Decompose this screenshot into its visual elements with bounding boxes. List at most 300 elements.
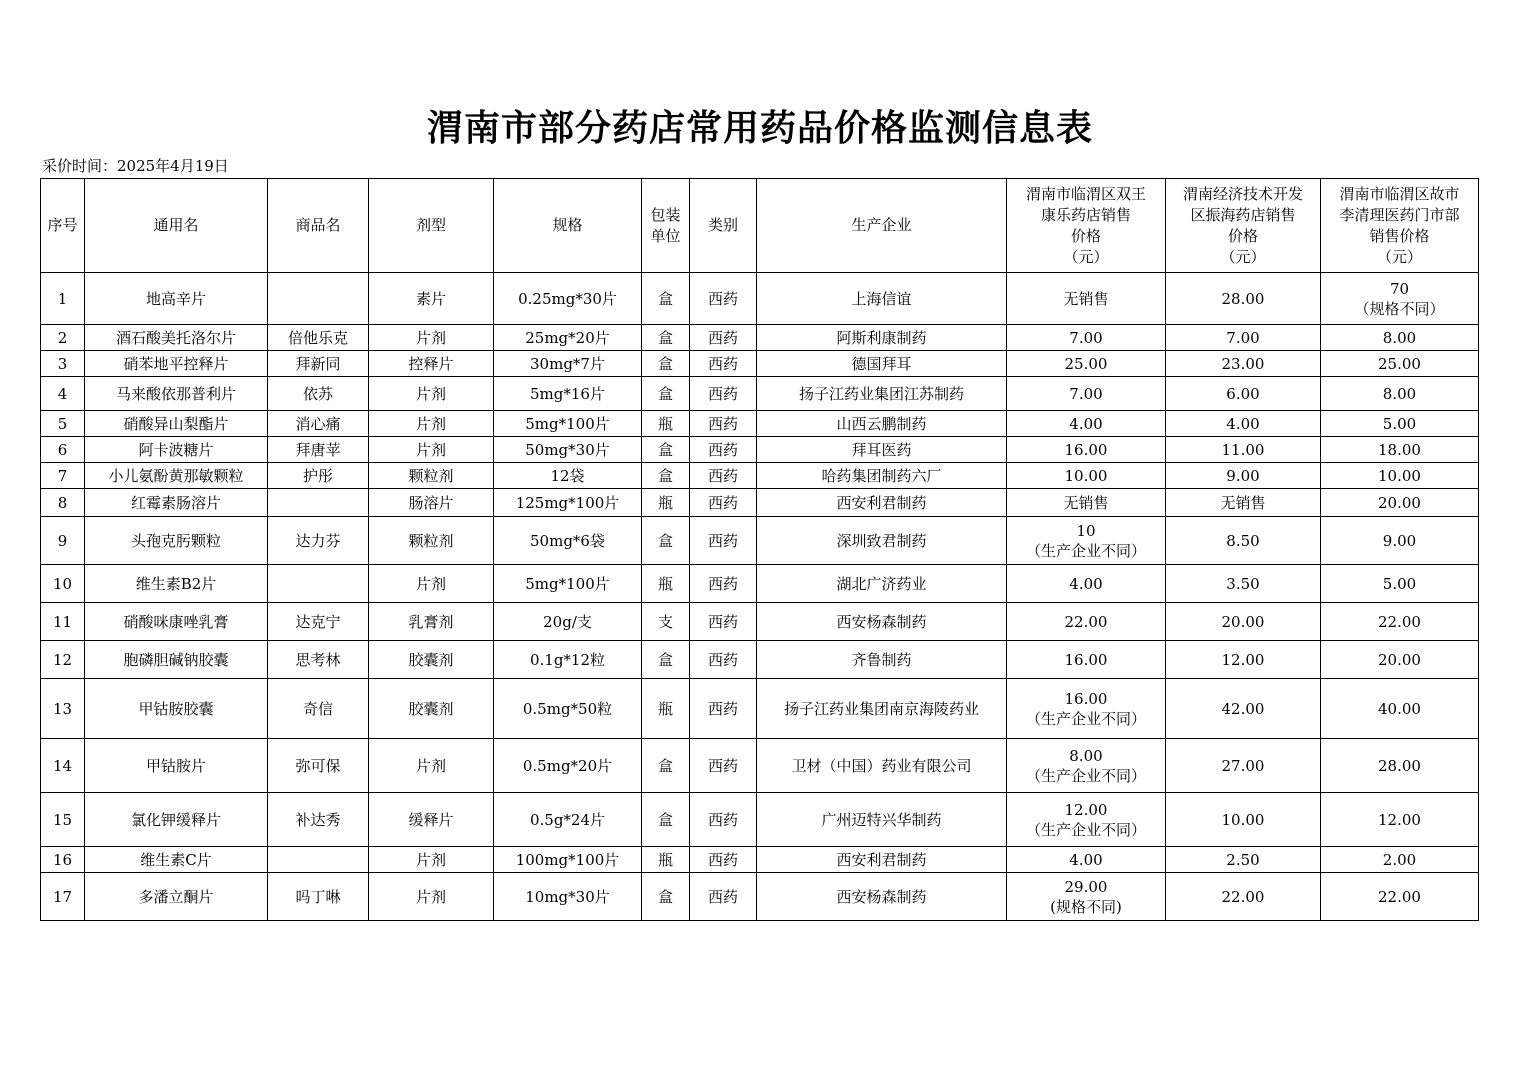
cell-seq	[41, 437, 85, 463]
cell-pack-unit-value: 盒	[657, 466, 673, 485]
cell-store3-price-value: 9.00	[1382, 531, 1417, 550]
cell-generic-name	[85, 679, 268, 739]
cell-dosage-form-value: 控释片	[408, 354, 454, 373]
cell-pack-unit-value: 盒	[657, 328, 673, 347]
cell-seq	[41, 873, 85, 921]
cell-brand-name	[268, 437, 369, 463]
header-row	[41, 179, 1479, 273]
cell-store2-price-value: 12.00	[1221, 650, 1265, 669]
cell-pack-unit	[642, 351, 690, 377]
table-row	[41, 793, 1479, 847]
cell-pack-unit-value: 支	[657, 612, 673, 631]
cell-store3-price	[1321, 873, 1479, 921]
header-store3-line4: （元）	[1376, 247, 1422, 266]
cell-dosage-form	[369, 793, 494, 847]
cell-spec-value: 125mg*100片	[515, 493, 620, 512]
cell-category-value: 西药	[707, 650, 738, 669]
cell-pack-unit	[642, 847, 690, 873]
header-generic-name: 通用名	[85, 179, 268, 273]
cell-generic-name-value: 阿卡波糖片	[138, 440, 214, 459]
cell-spec	[494, 273, 642, 325]
cell-manufacturer-value: 哈药集团制药六厂	[821, 466, 942, 485]
cell-store3-price	[1321, 641, 1479, 679]
header-brand-name: 商品名	[268, 179, 369, 273]
cell-store3-price-value: 28.00	[1378, 756, 1421, 775]
cell-store2-price-value: 3.50	[1226, 574, 1260, 593]
price-table	[40, 178, 1479, 921]
cell-generic-name-value: 硝酸咪康唑乳膏	[123, 612, 229, 631]
cell-pack-unit-value: 盒	[657, 440, 673, 459]
cell-brand-name-value: 吗丁啉	[295, 887, 341, 906]
cell-store3-price	[1321, 793, 1479, 847]
cell-spec	[494, 377, 642, 411]
header-store1-line3: 价格	[1070, 226, 1101, 245]
cell-spec	[494, 641, 642, 679]
cell-brand-name-value: 补达秀	[295, 810, 341, 829]
cell-store2-price-value: 11.00	[1221, 440, 1265, 459]
cell-pack-unit-value: 瓶	[657, 414, 673, 433]
cell-store2-price-value: 8.50	[1226, 531, 1260, 550]
header-store1-line2: 康乐药店销售	[1040, 205, 1131, 224]
cell-generic-name	[85, 873, 268, 921]
cell-brand-name	[268, 603, 369, 641]
header-store2-price	[1166, 179, 1321, 273]
cell-brand-name-value: 依苏	[302, 384, 333, 403]
cell-store3-price	[1321, 411, 1479, 437]
header-manufacturer: 生产企业	[757, 179, 1007, 273]
cell-spec	[494, 325, 642, 351]
cell-manufacturer	[757, 463, 1007, 489]
cell-generic-name	[85, 377, 268, 411]
cell-dosage-form-value: 片剂	[415, 440, 446, 459]
cell-seq-value: 9	[57, 531, 68, 550]
cell-spec-value: 20g/支	[543, 612, 592, 631]
cell-pack-unit	[642, 603, 690, 641]
cell-spec-value: 0.5mg*50粒	[522, 699, 613, 718]
header-store1-line4: （元）	[1063, 247, 1109, 266]
cell-pack-unit-value: 盒	[657, 650, 673, 669]
cell-generic-name-value: 胞磷胆碱钠胶囊	[123, 650, 229, 669]
cell-store3-price	[1321, 489, 1479, 517]
cell-category-value: 西药	[707, 756, 738, 775]
cell-category-value: 西药	[707, 414, 738, 433]
table-row	[41, 679, 1479, 739]
cell-dosage-form-value: 片剂	[415, 574, 446, 593]
cell-brand-name-value: 达克宁	[295, 612, 341, 631]
header-store1-line1: 渭南市临渭区双王	[1025, 184, 1146, 203]
cell-category-value: 西药	[707, 887, 738, 906]
cell-seq	[41, 603, 85, 641]
cell-category-value: 西药	[707, 810, 738, 829]
cell-seq	[41, 463, 85, 489]
cell-seq-value: 12	[52, 650, 73, 669]
cell-store3-price-value: 2.00	[1382, 850, 1417, 869]
cell-seq-value: 10	[52, 574, 73, 593]
cell-store1-price-value: 10	[1076, 521, 1096, 540]
cell-store2-price-value: 2.50	[1226, 850, 1260, 869]
cell-seq	[41, 793, 85, 847]
cell-seq-value: 15	[52, 810, 73, 829]
cell-manufacturer	[757, 793, 1007, 847]
cell-seq	[41, 325, 85, 351]
cell-dosage-form	[369, 679, 494, 739]
cell-store2-price-value: 23.00	[1221, 354, 1265, 373]
cell-seq-value: 4	[57, 384, 68, 403]
cell-dosage-form	[369, 377, 494, 411]
page-title: 渭南市部分药店常用药品价格监测信息表	[426, 107, 1093, 149]
cell-category-value: 西药	[707, 493, 738, 512]
cell-store1-price	[1007, 603, 1166, 641]
cell-category-value: 西药	[707, 384, 738, 403]
cell-store3-price	[1321, 377, 1479, 411]
cell-category	[690, 351, 757, 377]
cell-manufacturer-value: 西安杨森制药	[836, 887, 927, 906]
cell-brand-name	[268, 847, 369, 873]
cell-category	[690, 641, 757, 679]
cell-store1-price-note: （生产企业不同）	[1025, 709, 1146, 728]
cell-dosage-form-value: 胶囊剂	[408, 699, 454, 718]
cell-brand-name-value: 思考林	[295, 650, 341, 669]
cell-pack-unit-value: 瓶	[657, 699, 673, 718]
cell-category-value: 西药	[707, 574, 738, 593]
cell-generic-name-value: 硝苯地平控释片	[123, 354, 229, 373]
cell-store1-price-value: 4.00	[1069, 414, 1103, 433]
cell-store1-price-value: 22.00	[1064, 612, 1108, 631]
cell-manufacturer	[757, 603, 1007, 641]
cell-seq	[41, 351, 85, 377]
header-store3-price	[1321, 179, 1479, 273]
cell-category-value: 西药	[707, 850, 738, 869]
cell-store1-price	[1007, 679, 1166, 739]
cell-spec	[494, 463, 642, 489]
cell-category-value: 西药	[707, 612, 738, 631]
cell-store3-price-value: 5.00	[1382, 574, 1417, 593]
cell-pack-unit	[642, 273, 690, 325]
cell-seq-value: 14	[52, 756, 73, 775]
table-row	[41, 847, 1479, 873]
cell-store1-price	[1007, 325, 1166, 351]
cell-seq-value: 8	[57, 493, 68, 512]
cell-spec-value: 12袋	[550, 466, 585, 485]
cell-store3-price	[1321, 437, 1479, 463]
cell-store1-price	[1007, 847, 1166, 873]
cell-pack-unit-value: 盒	[657, 810, 673, 829]
cell-manufacturer-value: 深圳致君制药	[836, 531, 927, 550]
cell-category	[690, 679, 757, 739]
cell-dosage-form-value: 颗粒剂	[408, 531, 454, 550]
cell-dosage-form	[369, 437, 494, 463]
cell-category	[690, 489, 757, 517]
cell-seq	[41, 739, 85, 793]
cell-brand-name-value: 拜新同	[295, 354, 341, 373]
cell-spec-value: 10mg*30片	[525, 887, 610, 906]
cell-pack-unit-value: 瓶	[657, 850, 673, 869]
cell-manufacturer-value: 扬子江药业集团江苏制药	[798, 384, 964, 403]
cell-store2-price-value: 20.00	[1221, 612, 1265, 631]
cell-pack-unit-value: 盒	[657, 756, 673, 775]
cell-seq	[41, 489, 85, 517]
cell-category	[690, 873, 757, 921]
cell-brand-name-value: 达力芬	[295, 531, 341, 550]
cell-seq	[41, 273, 85, 325]
cell-manufacturer-value: 扬子江药业集团南京海陵药业	[783, 699, 979, 718]
cell-generic-name	[85, 463, 268, 489]
cell-generic-name	[85, 351, 268, 377]
cell-brand-name-value: 弥可保	[295, 756, 341, 775]
cell-dosage-form	[369, 739, 494, 793]
cell-category-value: 西药	[707, 354, 738, 373]
cell-pack-unit	[642, 411, 690, 437]
cell-store3-price	[1321, 463, 1479, 489]
cell-seq	[41, 679, 85, 739]
cell-dosage-form-value: 片剂	[415, 887, 446, 906]
cell-store3-price	[1321, 847, 1479, 873]
header-category: 类别	[690, 179, 757, 273]
cell-generic-name	[85, 273, 268, 325]
cell-category-value: 西药	[707, 289, 738, 308]
cell-seq-value: 16	[52, 850, 73, 869]
cell-spec	[494, 739, 642, 793]
cell-store1-price	[1007, 437, 1166, 463]
cell-dosage-form-value: 肠溶片	[408, 493, 454, 512]
cell-dosage-form	[369, 517, 494, 565]
cell-store1-price-value: 29.00	[1064, 877, 1108, 896]
cell-generic-name-value: 硝酸异山梨酯片	[123, 414, 229, 433]
cell-spec	[494, 411, 642, 437]
cell-spec	[494, 873, 642, 921]
cell-store2-price	[1166, 377, 1321, 411]
cell-dosage-form	[369, 873, 494, 921]
header-store2-line2: 区振海药店销售	[1190, 205, 1296, 224]
cell-seq-value: 6	[57, 440, 68, 459]
cell-pack-unit	[642, 325, 690, 351]
cell-spec	[494, 847, 642, 873]
cell-category	[690, 793, 757, 847]
cell-brand-name	[268, 351, 369, 377]
header-pack-unit: 包装单位	[642, 179, 690, 273]
table-row	[41, 873, 1479, 921]
cell-pack-unit	[642, 679, 690, 739]
cell-pack-unit	[642, 565, 690, 603]
cell-manufacturer-value: 西安利君制药	[836, 493, 927, 512]
cell-category-value: 西药	[707, 531, 738, 550]
cell-store2-price-value: 22.00	[1221, 887, 1265, 906]
table-row	[41, 325, 1479, 351]
cell-dosage-form-value: 胶囊剂	[408, 650, 454, 669]
cell-spec-value: 5mg*100片	[525, 574, 610, 593]
cell-generic-name-value: 维生素B2片	[135, 574, 217, 593]
cell-manufacturer-value: 广州迈特兴华制药	[821, 810, 942, 829]
cell-seq-value: 5	[57, 414, 68, 433]
cell-store1-price-value: 12.00	[1064, 800, 1108, 819]
cell-generic-name	[85, 793, 268, 847]
cell-spec	[494, 679, 642, 739]
cell-store1-price-note: （生产企业不同）	[1025, 766, 1146, 785]
cell-generic-name-value: 多潘立酮片	[138, 887, 214, 906]
cell-store1-price	[1007, 517, 1166, 565]
cell-generic-name	[85, 411, 268, 437]
cell-store2-price-value: 无销售	[1220, 493, 1266, 512]
cell-generic-name	[85, 847, 268, 873]
cell-pack-unit	[642, 437, 690, 463]
cell-brand-name-value: 奇信	[302, 699, 333, 718]
cell-brand-name	[268, 411, 369, 437]
table-row	[41, 411, 1479, 437]
cell-store1-price-value: 7.00	[1069, 384, 1103, 403]
cell-pack-unit	[642, 377, 690, 411]
cell-store2-price	[1166, 739, 1321, 793]
table-row	[41, 565, 1479, 603]
cell-store2-price	[1166, 273, 1321, 325]
cell-manufacturer	[757, 847, 1007, 873]
cell-category	[690, 739, 757, 793]
cell-store2-price	[1166, 565, 1321, 603]
cell-pack-unit	[642, 489, 690, 517]
cell-seq	[41, 411, 85, 437]
cell-manufacturer-value: 山西云鹏制药	[836, 414, 927, 433]
cell-pack-unit	[642, 463, 690, 489]
cell-generic-name	[85, 437, 268, 463]
cell-store2-price	[1166, 411, 1321, 437]
cell-pack-unit	[642, 517, 690, 565]
cell-manufacturer	[757, 377, 1007, 411]
cell-brand-name	[268, 489, 369, 517]
cell-manufacturer	[757, 325, 1007, 351]
cell-manufacturer	[757, 565, 1007, 603]
cell-dosage-form-value: 片剂	[415, 850, 446, 869]
cell-brand-name	[268, 739, 369, 793]
cell-category	[690, 565, 757, 603]
table-row	[41, 273, 1479, 325]
cell-store3-price-value: 20.00	[1378, 493, 1421, 512]
cell-generic-name	[85, 565, 268, 603]
cell-store2-price-value: 42.00	[1221, 699, 1265, 718]
cell-brand-name-value: 消心痛	[295, 414, 341, 433]
cell-store3-price-value: 20.00	[1378, 650, 1421, 669]
cell-generic-name-value: 小儿氨酚黄那敏颗粒	[108, 466, 244, 485]
header-store2-line1: 渭南经济技术开发	[1182, 184, 1303, 203]
cell-store1-price-value: 10.00	[1064, 466, 1108, 485]
cell-manufacturer-value: 西安利君制药	[836, 850, 927, 869]
cell-store1-price-note: （生产企业不同）	[1025, 820, 1146, 839]
cell-pack-unit	[642, 793, 690, 847]
cell-store3-price-value: 8.00	[1382, 384, 1417, 403]
cell-store3-price-value: 22.00	[1378, 887, 1421, 906]
cell-brand-name	[268, 517, 369, 565]
cell-seq-value: 11	[52, 612, 73, 631]
cell-store3-price-value: 25.00	[1378, 354, 1421, 373]
cell-store2-price	[1166, 873, 1321, 921]
cell-store3-price-value: 5.00	[1382, 414, 1417, 433]
cell-spec-value: 50mg*6袋	[530, 531, 605, 550]
cell-category	[690, 463, 757, 489]
cell-manufacturer-value: 湖北广济药业	[836, 574, 927, 593]
cell-dosage-form-value: 片剂	[415, 756, 446, 775]
cell-store2-price-value: 28.00	[1221, 289, 1265, 308]
cell-store1-price	[1007, 489, 1166, 517]
cell-brand-name	[268, 377, 369, 411]
cell-brand-name	[268, 273, 369, 325]
cell-store1-price-value: 8.00	[1069, 746, 1103, 765]
cell-store1-price-value: 7.00	[1069, 328, 1103, 347]
header-store2-line3: 价格	[1227, 226, 1258, 245]
cell-generic-name-value: 甲钴胺胶囊	[138, 699, 214, 718]
table-row	[41, 489, 1479, 517]
cell-store2-price	[1166, 463, 1321, 489]
collection-time: 采价时间：2025年4月19日	[42, 157, 229, 175]
cell-generic-name	[85, 489, 268, 517]
cell-dosage-form-value: 颗粒剂	[408, 466, 454, 485]
cell-pack-unit-value: 盒	[657, 531, 673, 550]
cell-store3-price	[1321, 325, 1479, 351]
header-store1-price	[1007, 179, 1166, 273]
cell-store3-price-value: 70	[1389, 279, 1410, 298]
table-row	[41, 463, 1479, 489]
header-store2-line4: （元）	[1220, 247, 1266, 266]
cell-category-value: 西药	[707, 699, 738, 718]
cell-manufacturer-value: 西安杨森制药	[836, 612, 927, 631]
cell-spec	[494, 517, 642, 565]
cell-store3-price-note: （规格不同）	[1354, 299, 1445, 318]
cell-manufacturer	[757, 351, 1007, 377]
cell-pack-unit-value: 盒	[657, 887, 673, 906]
cell-pack-unit-value: 瓶	[657, 574, 673, 593]
cell-store3-price	[1321, 351, 1479, 377]
cell-dosage-form	[369, 565, 494, 603]
cell-manufacturer	[757, 873, 1007, 921]
cell-store2-price	[1166, 679, 1321, 739]
cell-seq	[41, 565, 85, 603]
cell-generic-name	[85, 517, 268, 565]
cell-manufacturer	[757, 679, 1007, 739]
cell-category	[690, 325, 757, 351]
cell-dosage-form-value: 片剂	[415, 414, 446, 433]
cell-generic-name-value: 头孢克肟颗粒	[130, 531, 221, 550]
cell-store2-price	[1166, 437, 1321, 463]
cell-generic-name	[85, 739, 268, 793]
cell-store1-price	[1007, 273, 1166, 325]
cell-dosage-form	[369, 489, 494, 517]
cell-dosage-form	[369, 273, 494, 325]
cell-spec-value: 50mg*30片	[525, 440, 610, 459]
cell-dosage-form	[369, 847, 494, 873]
cell-pack-unit-value: 盒	[657, 289, 673, 308]
cell-category	[690, 847, 757, 873]
cell-spec-value: 30mg*7片	[530, 354, 605, 373]
cell-store3-price-value: 8.00	[1382, 328, 1417, 347]
header-dosage-form: 剂型	[369, 179, 494, 273]
cell-spec-value: 0.25mg*30片	[518, 289, 617, 308]
cell-manufacturer-value: 德国拜耳	[851, 354, 912, 373]
cell-seq-value: 13	[52, 699, 73, 718]
cell-store2-price	[1166, 325, 1321, 351]
cell-seq-value: 2	[57, 328, 68, 347]
cell-store2-price	[1166, 793, 1321, 847]
cell-spec-value: 25mg*20片	[525, 328, 610, 347]
header-spec: 规格	[494, 179, 642, 273]
cell-spec-value: 0.5g*24片	[529, 810, 606, 829]
cell-store3-price	[1321, 273, 1479, 325]
cell-store2-price	[1166, 489, 1321, 517]
cell-seq-value: 17	[52, 887, 73, 906]
cell-seq-value: 3	[57, 354, 68, 373]
cell-store1-price-value: 4.00	[1069, 850, 1103, 869]
cell-spec	[494, 603, 642, 641]
cell-category	[690, 603, 757, 641]
cell-category	[690, 273, 757, 325]
cell-brand-name	[268, 565, 369, 603]
cell-store3-price	[1321, 603, 1479, 641]
